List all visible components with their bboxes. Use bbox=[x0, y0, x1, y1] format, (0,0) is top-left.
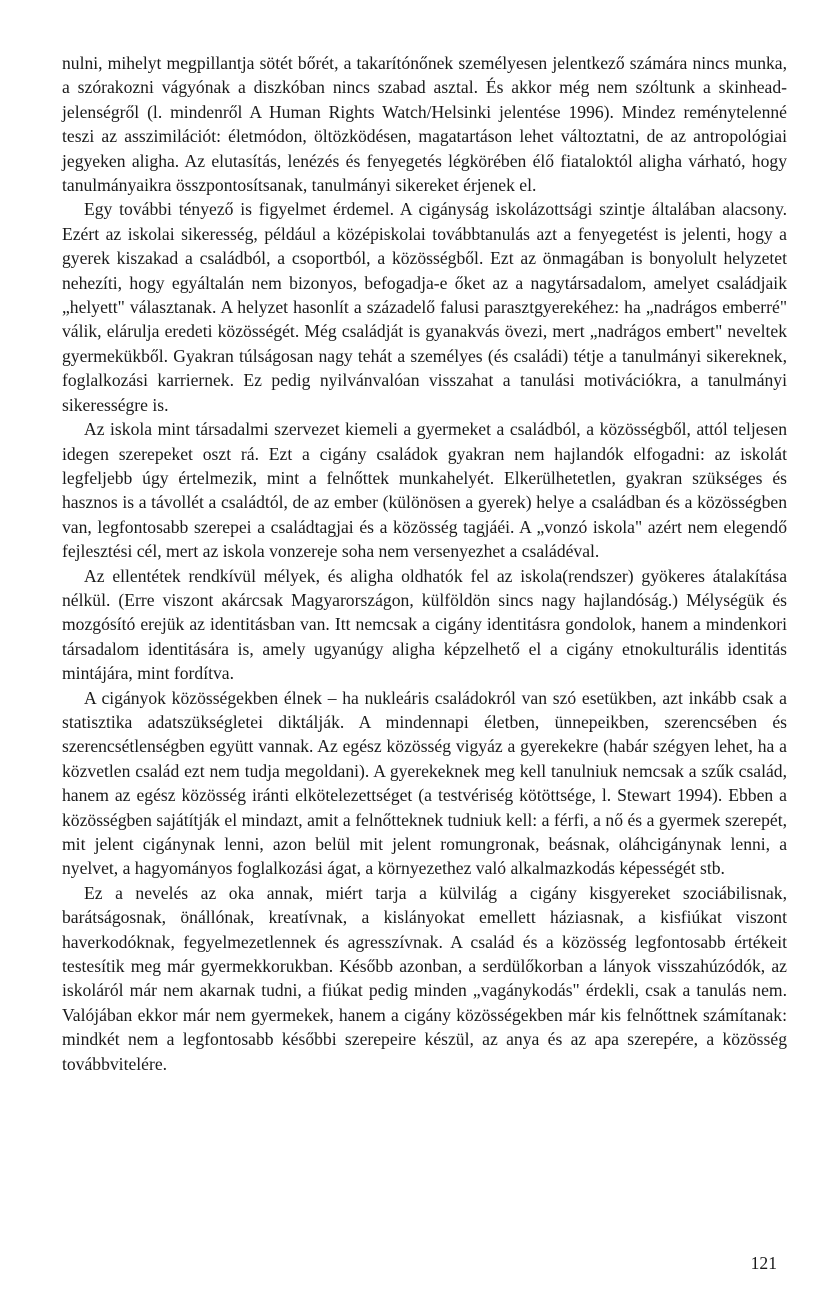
paragraph: Az ellentétek rendkívül mélyek, és aligha oldhatók fel az iskola(rendszer) gyökeres átalakítása nélkül. (Erre viszont akárcsak Magyarországon, külföldön sincs nagy hajlandóság.) Mélységük és mozgósító erejük az identitásban van. Itt nemcsak a cigány identitásra gondolok, hanem a mindenkori társadalom identitására is, amely ugyanúgy aligha képzelhető el a cigány etnokulturális identitás mintájára, mint fordítva. bbox=[62, 565, 787, 684]
paragraph: Az iskola mint társadalmi szervezet kiemeli a gyermeket a családból, a közösségből, attól teljesen idegen szerepeket oszt rá. Ezt a cigány családok gyakran nem hajlandók elfogadni: az iskolát legfeljebb úgy értelmezik, mint a felnőttek munkahelyét. Elkerülhetetlen, gyakran szükséges és hasznos is a távollét a családtól, de az ember (különösen a gyerek) helye a családban és a közösségben van, legfontosabb szerepei a családtagjai és a közösség tagjáéi. A „vonzó iskola" azért nem elegendő fejlesztési cél, mert az iskola vonzereje soha nem versenyezhet a családéval. bbox=[62, 419, 787, 562]
paragraph: A cigányok közösségekben élnek – ha nukleáris családokról van szó esetükben, azt inkább csak a statisztika adatszükségletei diktálják. A mindennapi életben, ünnepeikben, szerencsében és szerencsétlenségben együtt vannak. Az egész közösség vigyáz a gyerekekre (habár szégyen lehet, ha a közvetlen család ezt nem tudja megoldani). A gyerekeknek meg kell tanulniuk nemcsak a szűk család, hanem az egész közösség iránti elkötelezettséget (a testvériség kötöttsége, l. Stewart 1994). Ebben a közösségben sajátítják el mindazt, amit a felnőtteknek tudniuk kell: a férfi, a nő és a gyermek szerepét, mit jelent cigánynak lenni, azon belül mit jelent romungronak, beásnak, oláhcigánynak lenni, a nyelvet, a hagyományos foglalkozási ágat, a környezethez való alkalmazkodás képességét stb. bbox=[62, 687, 787, 879]
paragraph: Egy további tényező is figyelmet érdemel. A cigányság iskolázottsági szintje általában alacsony. Ezért az iskolai sikeresség, például a középiskolai továbbtanulás azt a fenyegetést is jelenti, hogy a gyerek kiszakad a családból, a csoportból, a közösségből. Ezt az önmagában is bonyolult helyzetet nehezíti, hogy egyáltalán nem bizonyos, befogadja-e őket az a nagytársadalom, amelyet családjaik „helyett" választanak. A helyzet hasonlít a századelő falusi parasztgyerekéhez: ha „nadrágos emberré" válik, elárulja eredeti közösségét. Még családját is gyanakvás övezi, mert „nadrágos embert" neveltek gyermekükből. Gyakran túlságosan nagy tehát a személyes (és családi) tétje a tanulmányi sikereknek, foglalkozási karriernek. Ez pedig nyilvánvalóan visszahat a tanulási motivációkra, a tanulmányi sikerességre is. bbox=[62, 199, 787, 415]
page-number: 121 bbox=[750, 1253, 777, 1273]
paragraph-continued: nulni, mihelyt megpillantja sötét bőrét, a takarítónőnek személyesen jelentkező számára nincs munka, a szórakozni vágyónak a diszkóban nincs szabad asztal. És akkor még nem szóltunk a skinhead-jelenségről (l. mindenről A Human Rights Watch/Helsinki jelentése 1996). Mindez reménytelenné teszi az asszimilációt: életmódon, öltözködésen, magatartáson lehet változtatni, de az antropológiai jegyeken aligha. Az elutasítás, lenézés és fenyegetés légkörében élő fiataloktól aligha várható, hogy tanulmányaikra összpontosítsanak, tanulmányi sikereket érjenek el. bbox=[62, 53, 787, 196]
page-body bbox=[62, 51, 787, 1076]
paragraph: Ez a nevelés az oka annak, miért tarja a külvilág a cigány kisgyereket szociábilisnak, barátságosnak, önállónak, kreatívnak, a kislányokat emellett háziasnak, a kisfiúkat viszont haverkodóknak, fegyelmezetlennek és agresszívnak. A család és a közösség legfontosabb értékeit testesítik meg már gyermekkorukban. Később azonban, a serdülőkorban a lányok visszahúzódók, az iskoláról már nem akarnak tudni, a fiúkat pedig minden „vagánykodás" érdekli, csak a tanulás nem. Valójában ekkor már nem gyermekek, hanem a cigány közösségekben már kis felnőttnek számítanak: mindkét nem a legfontosabb későbbi szerepeire készül, az anya és az apa szerepére, a közösség továbbvitelére. bbox=[62, 882, 787, 1074]
